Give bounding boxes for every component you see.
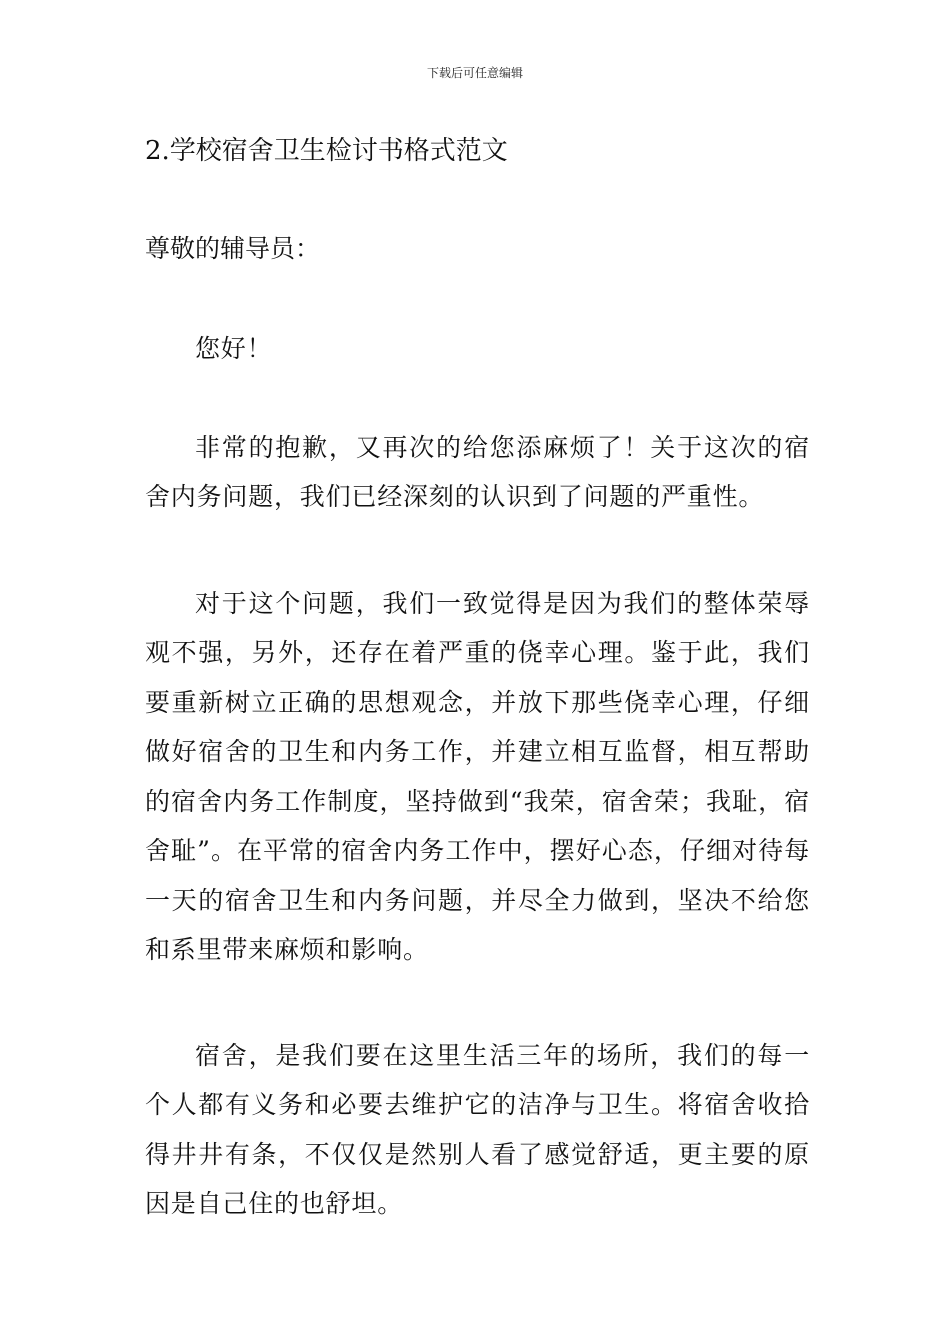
salutation: 尊敬的辅导员：: [145, 234, 321, 263]
document-title: 2.学校宿舍卫生检讨书格式范文: [145, 136, 508, 166]
paragraph-apology: 非常的抱歉，又再次的给您添麻烦了！关于这次的宿舍内务问题，我们已经深刻的认识到了问题的严重性。: [145, 432, 810, 511]
greeting-line: 您好！: [195, 334, 273, 363]
document-body: [145, 128, 810, 1229]
page-header-note: 下载后可任意编辑: [426, 66, 523, 80]
paragraph-dormitory: 宿舍，是我们要在这里生活三年的场所，我们的每一个人都有义务和必要去维护它的洁净与卫生。将宿舍收拾得井井有条，不仅仅是然别人看了感觉舒适，更主要的原因是自己住的也舒坦。: [145, 1040, 810, 1218]
paragraph-reflection: 对于这个问题，我们一致觉得是因为我们的整体荣辱观不强，另外，还存在着严重的侥幸心理。鉴于此，我们要重新树立正确的思想观念，并放下那些侥幸心理，仔细做好宿舍的卫生和内务工作，并建立相互监督，相互帮助的宿舍内务工作制度，坚持做到“我荣，宿舍荣；我耻，宿舍耻”。在平常的宿舍内务工作中，摆好心态，仔细对待每一天的宿舍卫生和内务问题，并尽全力做到，坚决不给您和系里带来麻烦和影响。: [145, 588, 810, 964]
